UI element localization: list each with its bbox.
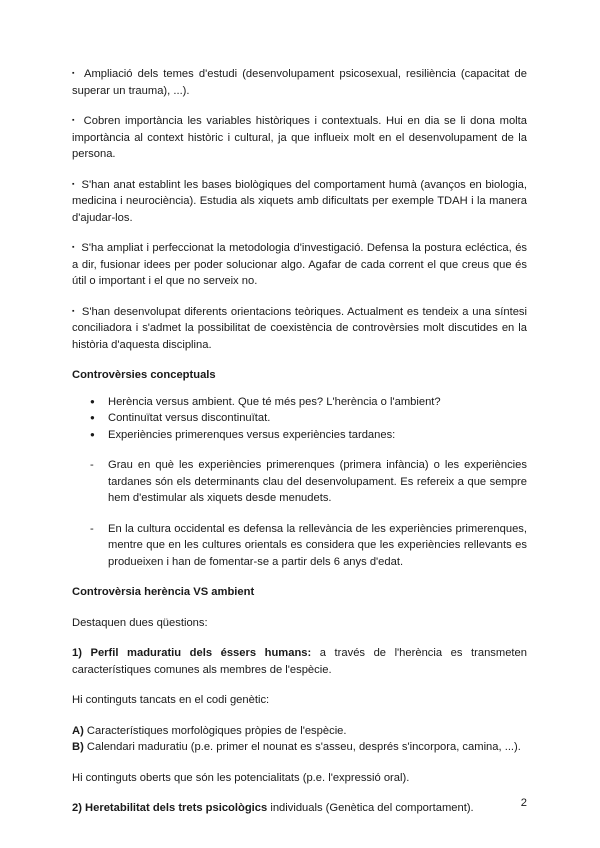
closed-contents-list [72,723,527,756]
dash-item-early-experiences: - Grau en què les experiències primerenques (primera infància) o les experiències tardanes són els determinants clau del desenvolupament. Es refereix a que sempre hem d'estimular als xiquets desde menudets. [72,457,527,507]
intro-text: Destaquen dues qüestions: [72,616,208,629]
square-bullet-icon: ▪ [72,244,75,251]
item-b: B) Calendari maduratiu (p.e. primer el nounat es s'asseu, després s'incorpora, camina, ...). [72,741,521,753]
page-number: 2 [520,797,527,809]
list-item: ● Continuïtat versus discontinuïtat. [72,410,527,427]
square-bullet-icon: ▪ [72,70,77,77]
square-bullet-icon: ▪ [72,307,76,315]
item-a: A) Característiques morfològiques pròpies de l'espècie. [72,724,347,737]
closed-contents-intro: Hi continguts tancats en el codi genètic: [72,694,270,706]
bullet-paragraph-1: ▪ Ampliació dels temes d'estudi (desenvolupament psicosexual, resiliència (capacitat de superar un trauma), ...). [72,68,527,97]
bullet-paragraph-2: ▪ Cobren importància les variables històriques i contextuals. Hui en dia se li dona molta importància al context històric i cultural, ja que influeix molt en el desenvolupament de la persona. [72,115,528,160]
bullet-paragraph-4: ▪ S'ha ampliat i perfeccionat la metodologia d'investigació. Defensa la postura ecléctica, és a dir, fusionar idees per poder solucionar algo. Agafar de cada corrent el que creus que és útil o important i el que no serveix no. [72,242,528,287]
section-heading-controversies: Controvèrsies conceptuals [72,369,216,381]
section-heading-heredity: Controvèrsia herència VS ambient [72,586,255,598]
dash-item-cultures: - En la cultura occidental es defensa la rellevància de les experiències primerenques, mentre que en les cultures orientals es considera que les experiències rellevants es produeixen i han de fomentar-se a partir dels 6 anys d'edat. [72,521,527,571]
bullet-paragraph-5: ▪ S'han desenvolupat diferents orientacions teòriques. Actualment es tendeix a una síntesi conciliadora i s'admet la possibilitat de coexistència de controvèrsies molt discutides en la història d'aquesta disciplina. [72,305,527,351]
question-1: 1) Perfil maduratiu dels éssers humans: a través de l'herència es transmeten característiques comunes als membres de l'espècie. [72,647,527,676]
question-2: 2) Heretabilitat dels trets psicològics individuals (Genètica del comportament). [72,802,474,814]
document-page [72,66,527,831]
square-bullet-icon: ▪ [72,117,77,124]
controversy-list [72,394,527,444]
square-bullet-icon: ▪ [72,180,75,188]
list-item: ● Experiències primerenques versus experiències tardanes: [72,427,527,444]
list-item: ● Herència versus ambient. Que té més pes? L'herència o l'ambient? [72,394,527,411]
open-contents-text: Hi continguts oberts que són les potencialitats (p.e. l'expressió oral). [72,771,410,784]
bullet-paragraph-3: ▪ S'han anat establint les bases biològiques del comportament humà (avanços en biologia, medicina i neurociència). Estudia als xiquets amb dificultats per exemple TDAH i la manera d'ajudar-los. [72,178,528,224]
